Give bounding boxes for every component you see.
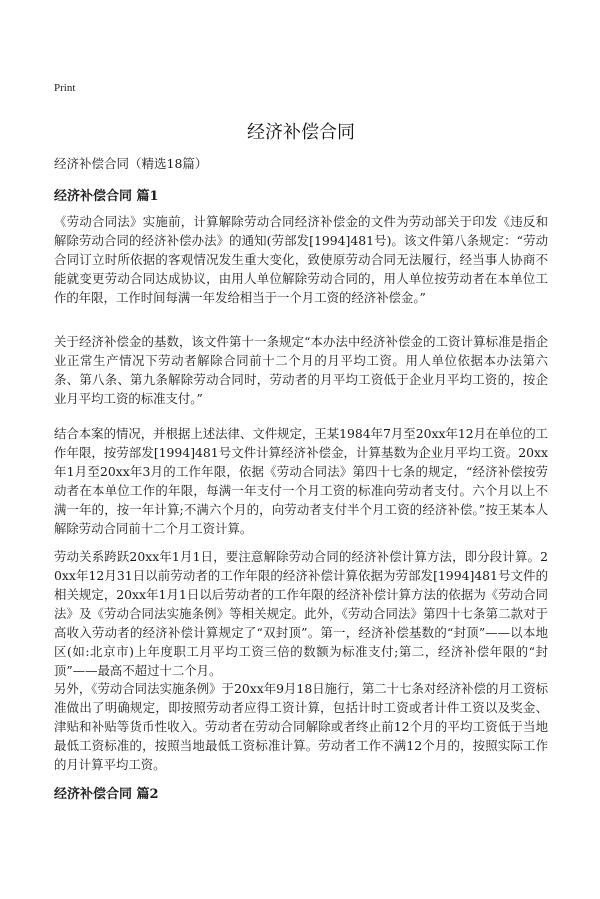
section-heading-1: 经济补偿合同 篇1 — [54, 189, 159, 204]
document-page — [54, 0, 548, 899]
paragraph-2: 关于经济补偿金的基数，该文件第十一条规定“本办法中经济补偿金的工资计算标准是指企业正常生产情况下劳动者解除合同前十二个月的月平均工资。用人单位依据本办法第六条、第八条、第九条解除劳动合同时，劳动者的月平均工资低于企业月平均工资的，按企业月平均工资的标准支付。” — [54, 334, 548, 406]
print-label: Print — [54, 82, 76, 94]
paragraph-5: 另外，《劳动合同法实施条例》于20xx年9月18日施行，第二十七条对经济补偿的月工资标准做出了明确规定，即按照劳动者应得工资计算，包括计时工资或者计件工资以及奖金、津贴和补贴等货币性收入。劳动者在劳动合同解除或者终止前12个月的平均工资低于当地最低工资标准的，按照当地最低工资标准计算。劳动者工作不满12个月的，按照实际工作的月计算平均工资。 — [54, 681, 548, 772]
section-heading-2: 经济补偿合同 篇2 — [54, 787, 159, 802]
paragraph-3: 结合本案的情况，并根据上述法律、文件规定，王某1984年7月至20xx年12月在单位的工作年限，按劳部发[1994]481号文件计算经济补偿金，计算基数为企业月平均工资。20xx年1月至20xx年3月的工作年限，依据《劳动合同法》第四十七条的规定，“经济补偿按劳动者在本单位工作的年限，每满一年支付一个月工资的标准向劳动者支付。六个月以上不满一年的，按一年计算;不满六个月的，向劳动者支付半个月工资的经济补偿。”按王某本人解除劳动合同前十二个月工资计算。 — [54, 426, 548, 536]
document-title: 经济补偿合同 — [247, 122, 355, 143]
paragraph-1: 《劳动合同法》实施前，计算解除劳动合同经济补偿金的文件为劳动部关于印发《违反和解除劳动合同的经济补偿办法》的通知(劳部发[1994]481号)。该文件第八条规定：“劳动合同订立时所依据的客观情况发生重大变化，致使原劳动合同无法履行，经当事人协商不能就变更劳动合同达成协议，由用人单位解除劳动合同的，用人单位按劳动者在本单位工作的年限，工作时间每满一年发给相当于一个月工资的经济补偿金。” — [54, 214, 548, 305]
paragraph-4: 劳动关系跨跃20xx年1月1日，要注意解除劳动合同的经济补偿计算方法，即分段计算。20xx年12月31日以前劳动者的工作年限的经济补偿计算依据为劳部发[1994]481号文件的相关规定，20xx年1月1日以后劳动者的工作年限的经济补偿计算方法的依据为《劳动合同法》及《劳动合同法实施条例》等相关规定。此外，《劳动合同法》第四十七条第二款对于高收入劳动者的经济补偿计算规定了“双封顶”。第一，经济补偿基数的“封顶”——以本地区(如:北京市)上年度职工月平均工资三倍的数额为标准支付;第二，经济补偿年限的“封顶”——最高不超过十二个月。 — [54, 549, 548, 678]
document-subtitle: 经济补偿合同（精选18篇） — [54, 156, 208, 171]
